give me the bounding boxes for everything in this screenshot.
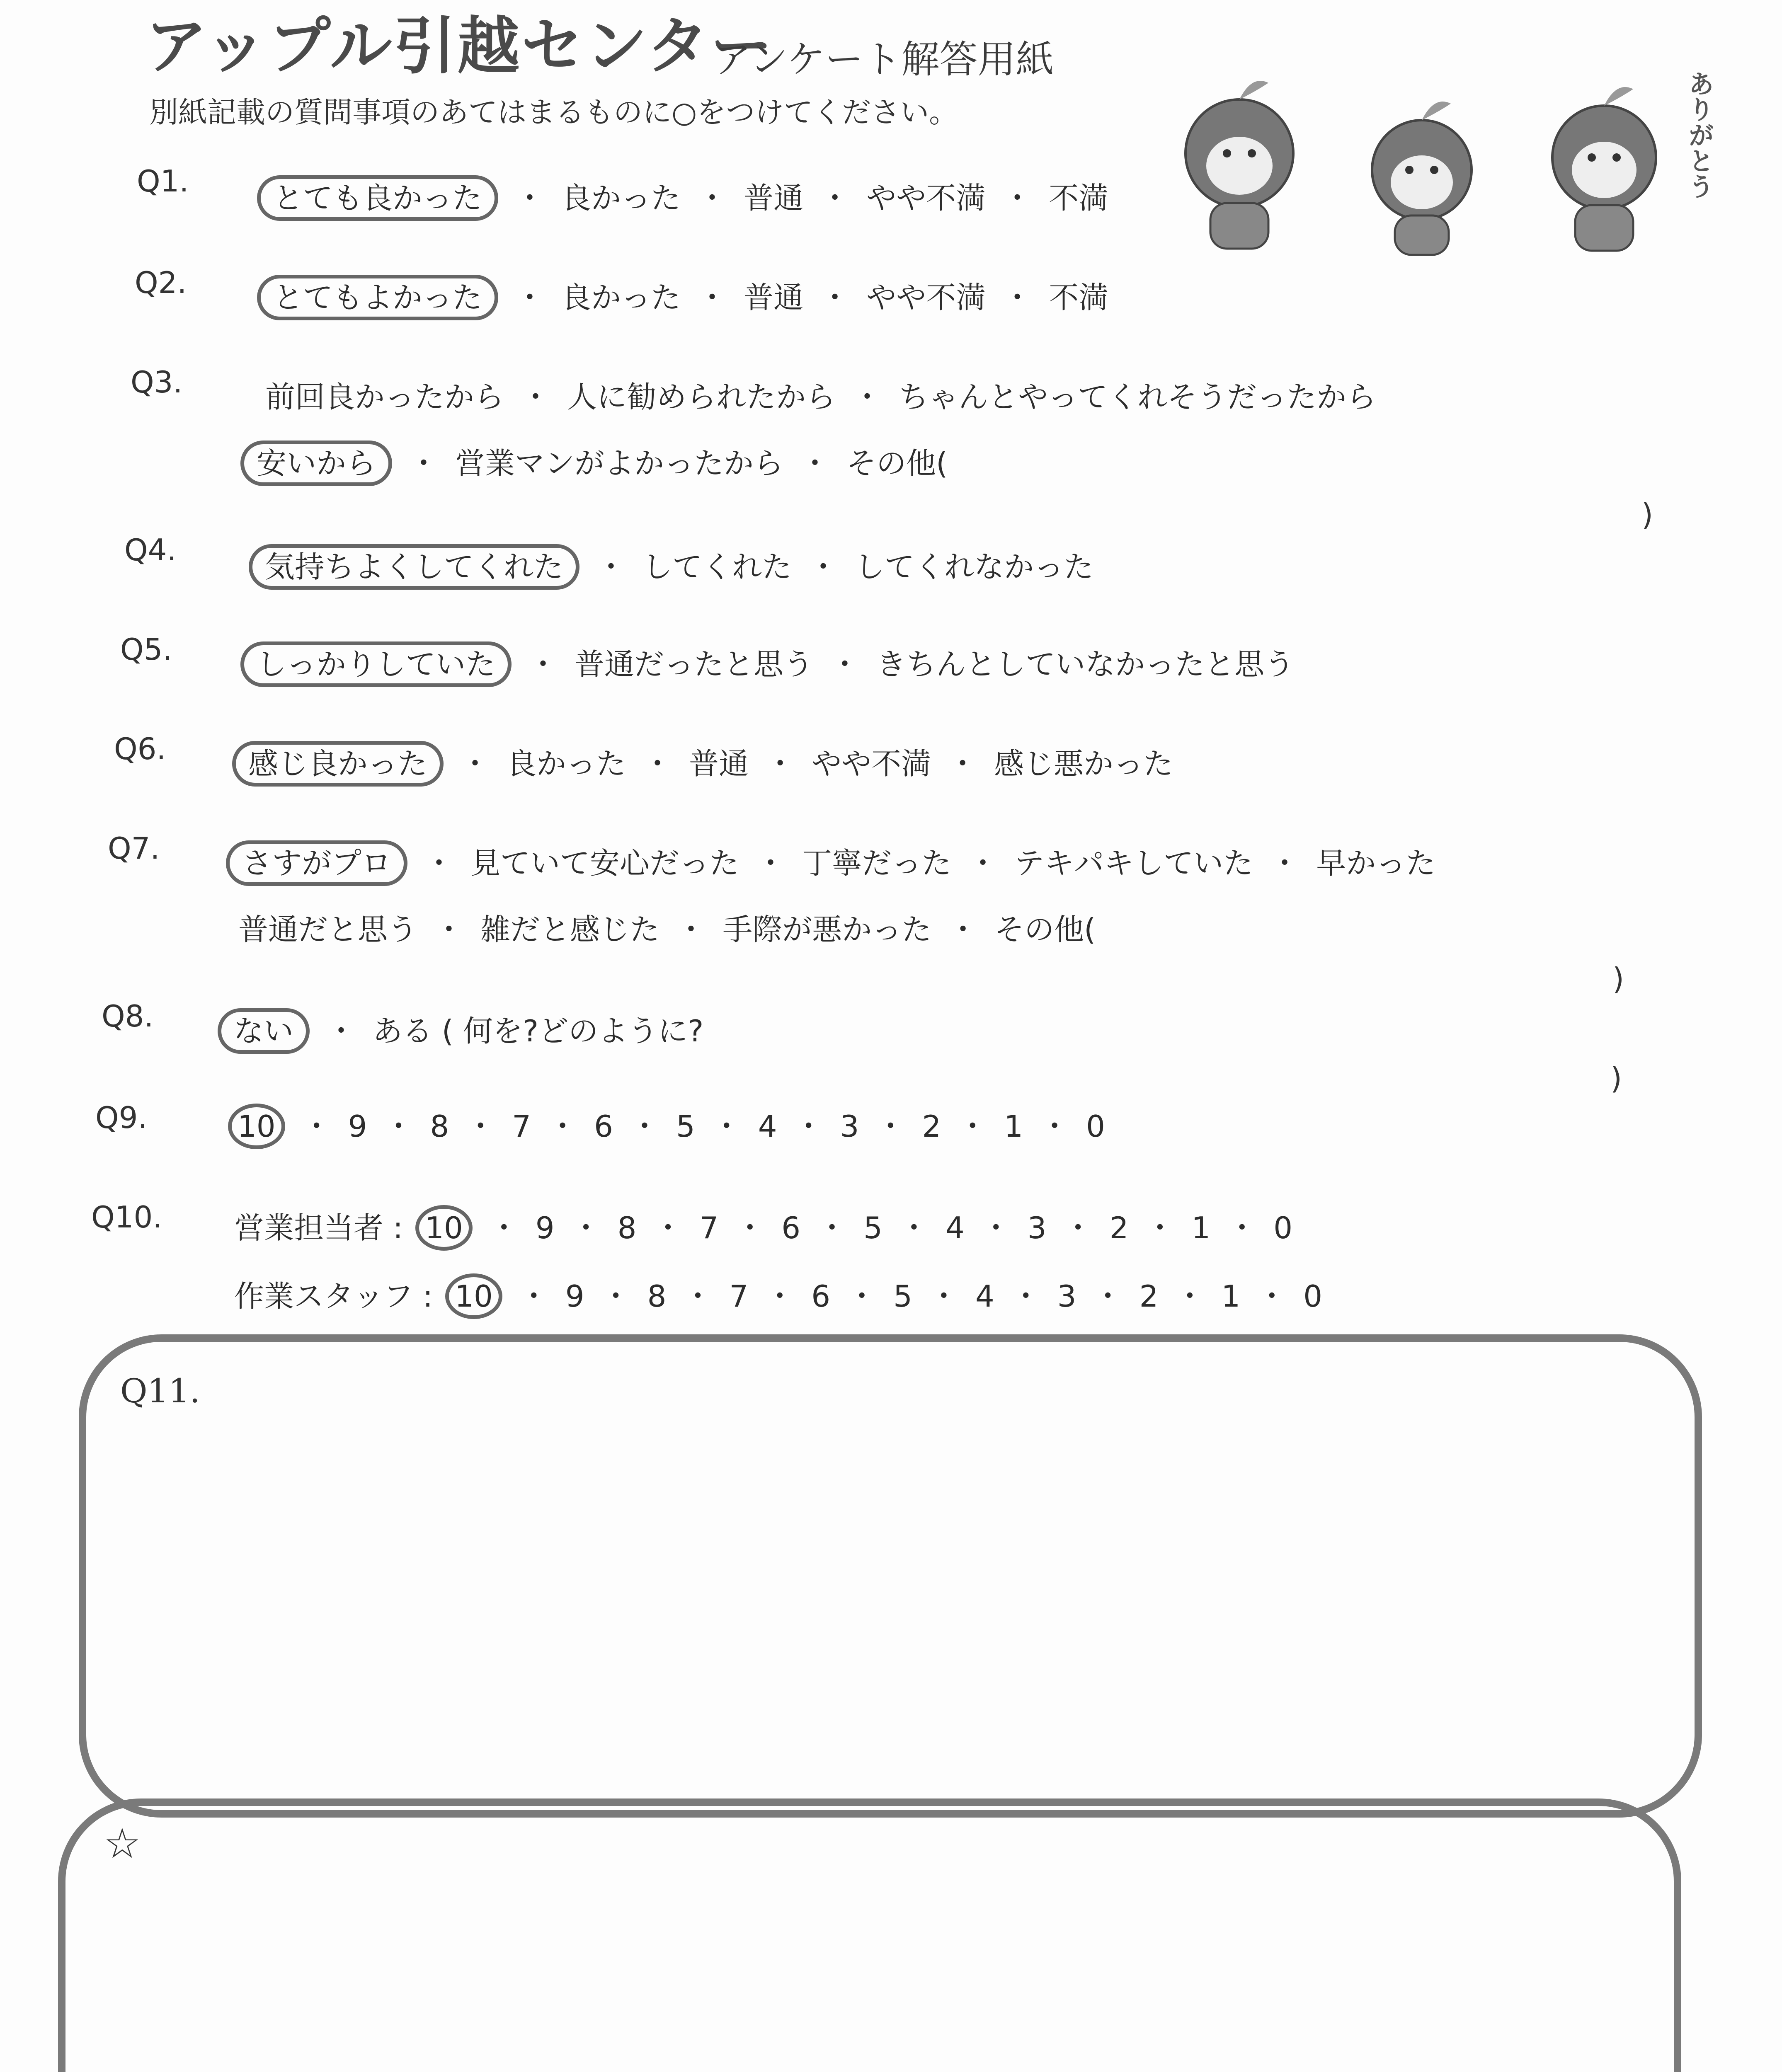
q2-options: とてもよかった ・ 良かった ・ 普通 ・ やや不満 ・ 不満 [257,274,1108,317]
q10-staff-score[interactable]: 1 [1221,1279,1241,1314]
q10-staff-score[interactable]: 5 [893,1279,912,1314]
q10-sales-score[interactable]: 8 [617,1210,637,1245]
q9-score[interactable]: 3 [840,1109,859,1144]
q6-number: Q6. [114,731,166,766]
q3-option[interactable]: 営業マンがよかったから [455,446,784,481]
q2-option[interactable]: 不満 [1049,280,1109,315]
q2-option[interactable]: やや不満 [866,280,986,315]
q10-sales-score[interactable]: 1 [1191,1210,1211,1245]
q9-score[interactable]: 8 [430,1109,449,1144]
q3-option[interactable]: 前回良かったから [265,380,504,414]
q4-option[interactable]: してくれなかった [855,549,1094,584]
q4-option[interactable]: してくれた [642,549,792,584]
q7-options-line1: さすがプロ ・ 見ていて安心だった ・ 丁寧だった ・ テキパキしていた ・ 早かった [226,839,1435,882]
q3-option-selected[interactable]: 安いから [240,441,392,486]
q6-option[interactable]: やや不満 [812,746,931,781]
q5-option[interactable]: 普通だったと思う [575,647,814,682]
q2-option[interactable]: 普通 [744,280,804,315]
q4-number: Q4. [124,533,177,567]
q3-number: Q3. [131,365,183,399]
q10-staff-score[interactable]: 4 [975,1279,994,1314]
q1-option[interactable]: 不満 [1049,181,1109,215]
q9-score[interactable]: 7 [512,1109,531,1144]
q10-sales-scale: 営業担当者 : 10 ・ 9 ・ 8 ・ 7 ・ 6 ・ 5 ・ 4 ・ 3 ・ 2 ・ 1 ・ 0 [234,1204,1292,1247]
q3-options-line1: 前回良かったから ・ 人に勧められたから ・ ちゃんとやってくれそうだったから [265,380,1377,414]
q7-number: Q7. [108,831,160,866]
q5-option[interactable]: きちんとしていなかったと思う [876,647,1295,682]
q1-option[interactable]: 良かった [561,181,681,215]
star-comment-box[interactable] [58,1798,1681,2072]
q10-sales-label: 営業担当者 : [234,1210,403,1245]
q8-close-paren: ) [1610,1061,1622,1096]
star-icon: ☆ [104,1819,141,1868]
q1-options: とても良かった ・ 良かった ・ 普通 ・ やや不満 ・ 不満 [257,174,1108,217]
q11-comment-box[interactable] [79,1334,1702,1818]
q7-options-line2: 普通だと思う ・ 雑だと感じた ・ 手際が悪かった ・ その他( [238,912,1096,947]
q6-option[interactable]: 良かった [507,746,626,781]
q10-sales-score[interactable]: 4 [945,1210,965,1245]
form-subtitle: アンケート解答用紙 [713,37,1054,82]
q10-staff-score[interactable]: 3 [1057,1279,1076,1314]
q3-option[interactable]: その他( [846,446,948,481]
q6-option[interactable]: 感じ悪かった [994,746,1173,781]
q10-staff-score[interactable]: 2 [1139,1279,1159,1314]
q11-label: Q11. [120,1372,200,1410]
q7-option[interactable]: 見ていて安心だった [470,846,739,881]
q10-sales-score[interactable]: 6 [781,1210,801,1245]
q10-sales-score-selected[interactable]: 10 [415,1205,473,1251]
q10-sales-score[interactable]: 0 [1273,1210,1293,1245]
q7-close-paren: ) [1612,961,1624,996]
q9-score[interactable]: 6 [594,1109,613,1144]
q6-option[interactable]: 普通 [689,746,749,781]
q10-sales-score[interactable]: 5 [863,1210,883,1245]
q1-number: Q1. [137,164,189,198]
q10-staff-score[interactable]: 0 [1303,1279,1323,1314]
q7-option[interactable]: その他( [994,912,1096,947]
q6-option-selected[interactable]: 感じ良かった [232,741,444,787]
q3-close-paren: ) [1641,497,1654,532]
q7-option[interactable]: 早かった [1316,846,1436,881]
q7-option[interactable]: 手際が悪かった [722,912,932,947]
q9-score-selected[interactable]: 10 [228,1104,285,1149]
q7-option[interactable]: 雑だと感じた [480,912,660,947]
q9-score[interactable]: 0 [1086,1109,1105,1144]
q1-option[interactable]: やや不満 [866,181,986,215]
q9-number: Q9. [95,1100,148,1135]
q10-number: Q10. [91,1200,162,1234]
q8-option[interactable]: ある ( 何を?どのように? [373,1014,704,1048]
q4-option-selected[interactable]: 気持ちよくしてくれた [249,544,579,590]
q7-option[interactable]: 丁寧だった [802,846,952,881]
q1-option-selected[interactable]: とても良かった [257,175,498,221]
q7-option[interactable]: テキパキしていた [1014,846,1253,881]
q10-sales-score[interactable]: 2 [1109,1210,1129,1245]
q10-staff-score[interactable]: 8 [647,1279,667,1314]
q10-staff-label: 作業スタッフ : [234,1279,433,1314]
q8-options: ない ・ ある ( 何を?どのように? [218,1007,703,1050]
q5-number: Q5. [120,632,172,667]
q8-number: Q8. [102,999,154,1034]
q10-sales-score[interactable]: 9 [535,1210,555,1245]
q3-option[interactable]: ちゃんとやってくれそうだったから [899,380,1377,414]
q2-option[interactable]: 良かった [561,280,681,315]
q7-option-selected[interactable]: さすがプロ [226,840,407,886]
q9-score[interactable]: 5 [676,1109,695,1144]
q2-option-selected[interactable]: とてもよかった [257,275,498,320]
q5-options: しっかりしていた ・ 普通だったと思う ・ きちんとしていなかったと思う [240,640,1294,683]
monkey-mascots-illustration [1177,62,1724,257]
q3-option[interactable]: 人に勧められたから [567,380,836,414]
q9-score[interactable]: 4 [758,1109,777,1144]
q10-sales-score[interactable]: 3 [1027,1210,1047,1245]
q10-staff-score[interactable]: 7 [729,1279,749,1314]
q9-scale: 10 ・ 9 ・ 8 ・ 7 ・ 6 ・ 5 ・ 4 ・ 3 ・ 2 ・ 1 ・ 0 [228,1102,1105,1145]
q10-sales-score[interactable]: 7 [699,1210,719,1245]
form-title: アップル引越センター [145,10,774,82]
q4-options: 気持ちよくしてくれた ・ してくれた ・ してくれなかった [249,543,1093,586]
q6-options: 感じ良かった ・ 良かった ・ 普通 ・ やや不満 ・ 感じ悪かった [232,740,1173,783]
q10-staff-score[interactable]: 9 [565,1279,584,1314]
q9-score[interactable]: 2 [922,1109,941,1144]
q3-options-line2: 安いから ・ 営業マンがよかったから ・ その他( [240,439,948,482]
q10-staff-scale: 作業スタッフ : 10 ・ 9 ・ 8 ・ 7 ・ 6 ・ 5 ・ 4 ・ 3 ・ 2 ・ 1 ・ 0 [234,1272,1322,1315]
q7-option[interactable]: 普通だと思う [238,912,418,947]
q1-option[interactable]: 普通 [744,181,804,215]
q2-number: Q2. [135,265,187,300]
q9-score[interactable]: 9 [348,1109,367,1144]
form-instruction: 別紙記載の質問事項のあてはまるものに○をつけてください。 [149,95,958,129]
q10-staff-score[interactable]: 6 [811,1279,831,1314]
q5-option-selected[interactable]: しっかりしていた [240,641,512,687]
mascot-caption: ありがとう [1684,70,1714,199]
q9-score[interactable]: 1 [1004,1109,1023,1144]
q10-staff-score-selected[interactable]: 10 [445,1273,502,1319]
q8-option-selected[interactable]: ない [218,1008,310,1054]
